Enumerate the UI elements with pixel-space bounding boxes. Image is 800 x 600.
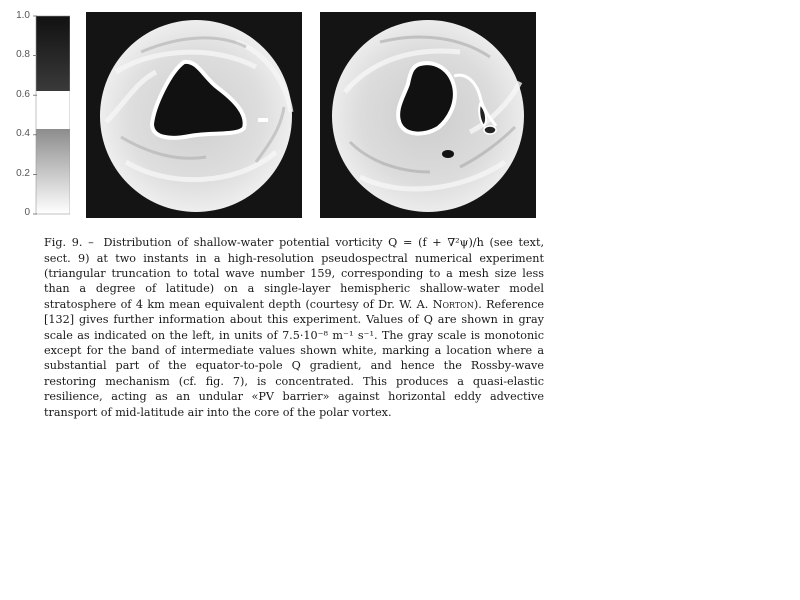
caption-text: Distribution of shallow-water potential vorticity Q = (f + ∇²ψ)/h (see text, sect. 9) at two instants in a high-resolution pseudospectral numerical experiment (triangular truncation to total wave number 159, corresponding to a mesh size less than a degree of latitude) on a single-layer hemispheric shallow-water model stratosphere of 4 km mean equivalent depth (courtesy of Dr. W. A. — [44, 236, 545, 311]
gray-scale-bar — [6, 14, 70, 220]
tick-label: 0.8 — [16, 49, 30, 60]
tick-label: 1.0 — [16, 10, 30, 21]
vorticity-panel-instant-1 — [86, 12, 302, 218]
caption-author: Norton — [432, 297, 474, 311]
vorticity-map — [320, 12, 536, 218]
tick-label: 0 — [24, 207, 30, 218]
figure-label: Fig. 9. – — [44, 236, 100, 250]
gray-scale-legend — [6, 10, 70, 220]
figure-caption — [44, 235, 544, 420]
tick-label: 0.4 — [16, 128, 30, 139]
tick-label: 0.6 — [16, 89, 30, 100]
caption-text: ). Reference [132] gives further information about this experiment. Values of Q are shown in gray scale as indicated on the left, in units of 7.5·10⁻⁸ m⁻¹ s⁻¹. The gray scale is monotonic except for the band of intermediate values shown white, marking a location where a substantial part of the equator-to-pole Q gradient, and hence the Rossby-wave restoring mechanism (cf. fig. 7), is concentrated. This produces a quasi-elastic resilience, acting as an undular «PV barrier» against horizontal eddy advective transport of mid-latitude air into the core of the polar vortex. — [44, 297, 544, 419]
tick-label: 0.2 — [16, 168, 30, 179]
vorticity-panel-instant-2 — [320, 12, 536, 218]
vorticity-map — [86, 12, 302, 218]
figure-9 — [0, 0, 560, 220]
